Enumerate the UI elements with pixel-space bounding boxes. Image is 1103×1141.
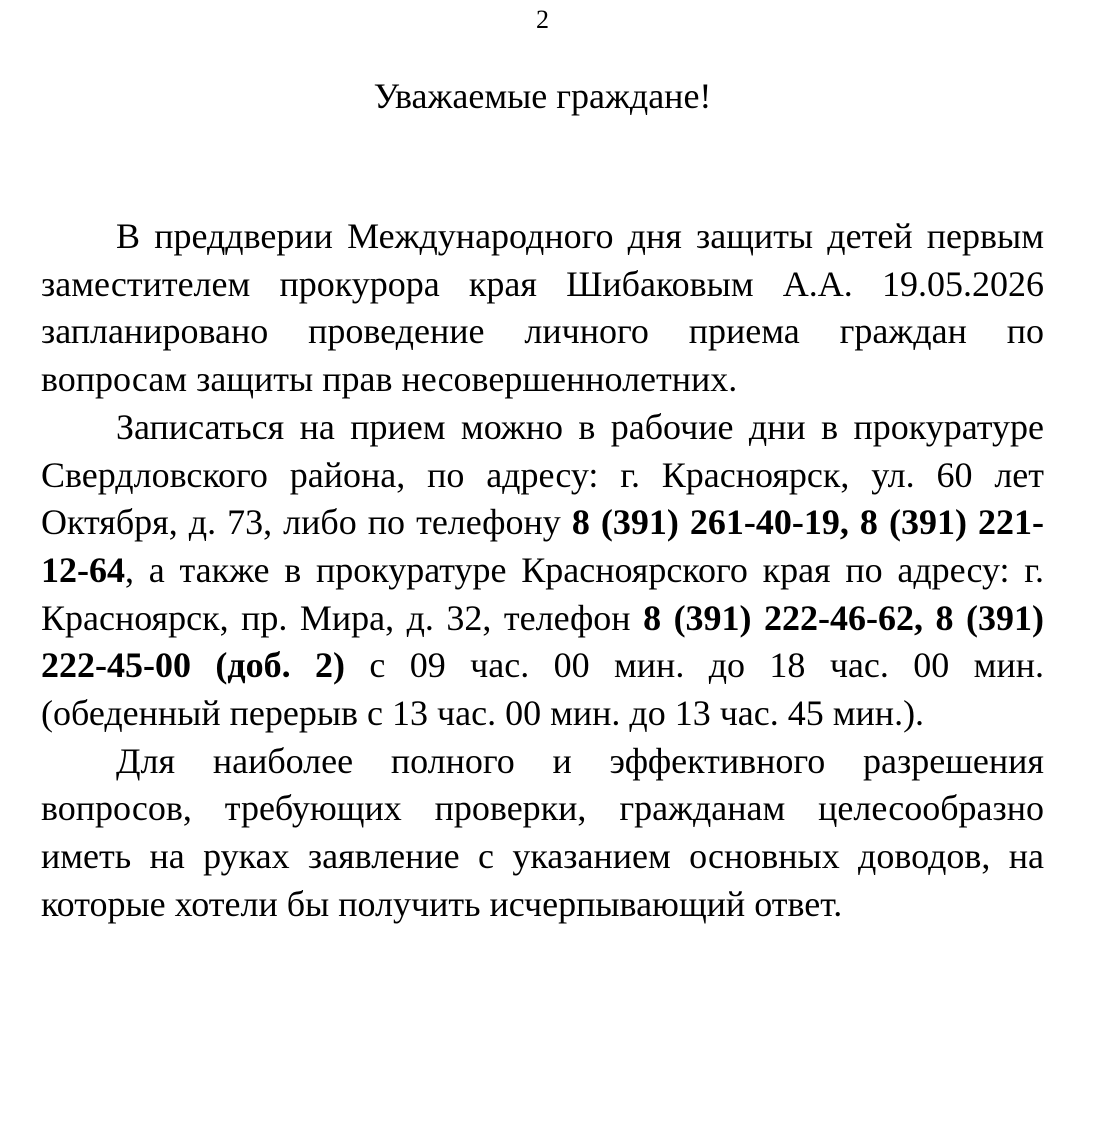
regional-phones: 8 (391) 222-46-62, 8 (391) 222-45-00 (доб. 2) <box>41 597 1044 686</box>
page-number: 2 <box>536 5 549 34</box>
page-heading: Уважаемые граждане! <box>373 76 712 116</box>
registration-paragraph <box>41 404 1044 738</box>
registration-text-2: , а также в прокуратуре Красноярского края по адресу: г. Красноярск, пр. Мира, д. 32, телефон <box>41 549 1044 638</box>
registration-text-1: Записаться на прием можно в рабочие дни в прокуратуре Свердловского района, по адресу: г. Красноярск, ул. 60 лет Октября, д. 73, либо по телефону <box>41 406 1044 543</box>
document-body <box>41 213 1044 929</box>
advice-paragraph: Для наиболее полного и эффективного разрешения вопросов, требующих проверки, гражданам целесообразно иметь на руках заявление с указанием основных доводов, на которые хотели бы получить исчерпывающий ответ. <box>41 740 1044 924</box>
district-phones: 8 (391) 261-40-19, 8 (391) 221-12-64 <box>41 502 1044 590</box>
announcement-paragraph: В преддверии Международного дня защиты детей первым заместителем прокурора края Шибаковым А.А. 19.05.2026 запланировано проведение личного приема граждан по вопросам защиты прав несовершеннолетних. <box>41 216 1044 400</box>
registration-hours: с 09 час. 00 мин. до 18 час. 00 мин. (обеденный перерыв с 13 час. 00 мин. до 13 час. 45 мин.). <box>41 645 1044 734</box>
